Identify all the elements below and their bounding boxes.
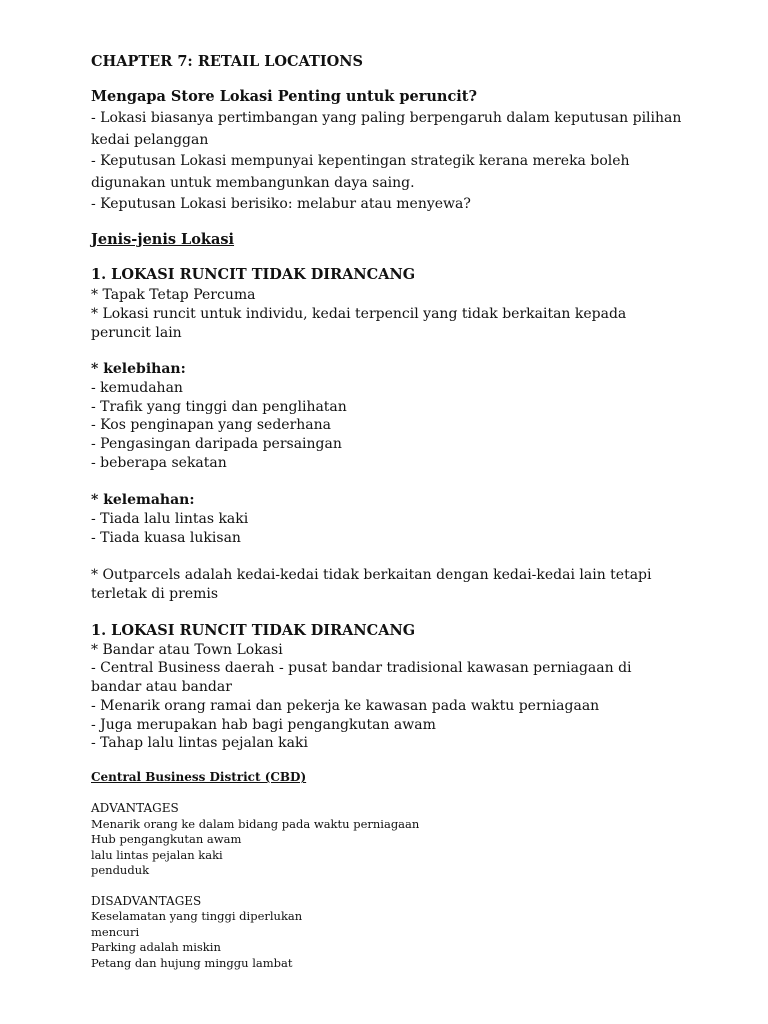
disadvantage-item: - Tiada kuasa lukisan: [91, 530, 241, 546]
cbd-disadvantage-item: Parking adalah miskin: [91, 940, 221, 954]
intro-line: - Keputusan Lokasi berisiko: melabur atau menyewa?: [91, 196, 471, 212]
chapter-title: CHAPTER 7: RETAIL LOCATIONS: [91, 53, 363, 70]
cbd-advantage-item: Menarik orang ke dalam bidang pada waktu perniagaan: [91, 817, 420, 831]
section-1-line: * Lokasi runcit untuk individu, kedai terpencil yang tidak berkaitan kepada: [91, 306, 627, 322]
disadvantages-heading: * kelemahan:: [91, 492, 195, 508]
cbd-disadvantage-item: Petang dan hujung minggu lambat: [91, 956, 293, 970]
cbd-advantages-heading: ADVANTAGES: [91, 801, 179, 815]
cbd-advantage-item: lalu lintas pejalan kaki: [91, 848, 223, 862]
section-2-line: - Central Business daerah - pusat bandar tradisional kawasan perniagaan di: [91, 660, 632, 676]
advantage-item: - Kos penginapan yang sederhana: [91, 417, 331, 433]
outparcels-note: * Outparcels adalah kedai-kedai tidak berkaitan dengan kedai-kedai lain tetapi: [91, 567, 652, 583]
cbd-advantage-item: Hub pengangkutan awam: [91, 832, 242, 846]
intro-line: digunakan untuk membangunkan daya saing.: [91, 175, 415, 191]
disadvantage-item: - Tiada lalu lintas kaki: [91, 511, 249, 527]
section-1-line: peruncit lain: [91, 325, 182, 341]
advantage-item: - beberapa sekatan: [91, 455, 227, 471]
section-2-line: - Menarik orang ramai dan pekerja ke kawasan pada waktu perniagaan: [91, 698, 600, 714]
section-2-line: - Tahap lalu lintas pejalan kaki: [91, 735, 308, 751]
section-2-heading: 1. LOKASI RUNCIT TIDAK DIRANCANG: [91, 622, 416, 639]
section-1-line: * Tapak Tetap Percuma: [91, 287, 256, 303]
advantage-item: - Trafik yang tinggi dan penglihatan: [91, 399, 347, 415]
location-types-heading: Jenis-jenis Lokasi: [91, 231, 235, 248]
cbd-disadvantage-item: Keselamatan yang tinggi diperlukan: [91, 909, 303, 923]
intro-line: - Lokasi biasanya pertimbangan yang paling berpengaruh dalam keputusan pilihan: [91, 110, 682, 126]
cbd-disadvantage-item: mencuri: [91, 925, 140, 939]
advantages-heading: * kelebihan:: [91, 361, 186, 377]
advantage-item: - kemudahan: [91, 380, 183, 396]
section-2-line: - Juga merupakan hab bagi pengangkutan awam: [91, 717, 436, 733]
section-2-line: bandar atau bandar: [91, 679, 232, 695]
intro-line: kedai pelanggan: [91, 132, 209, 148]
intro-heading: Mengapa Store Lokasi Penting untuk peruncit?: [91, 88, 477, 105]
cbd-heading: Central Business District (CBD): [91, 770, 307, 784]
outparcels-note: terletak di premis: [91, 586, 219, 602]
section-1-heading: 1. LOKASI RUNCIT TIDAK DIRANCANG: [91, 266, 416, 283]
cbd-disadvantages-heading: DISADVANTAGES: [91, 894, 202, 908]
cbd-advantage-item: penduduk: [91, 863, 150, 877]
advantage-item: - Pengasingan daripada persaingan: [91, 436, 342, 452]
section-2-line: * Bandar atau Town Lokasi: [91, 642, 283, 658]
intro-line: - Keputusan Lokasi mempunyai kepentingan strategik kerana mereka boleh: [91, 153, 630, 169]
